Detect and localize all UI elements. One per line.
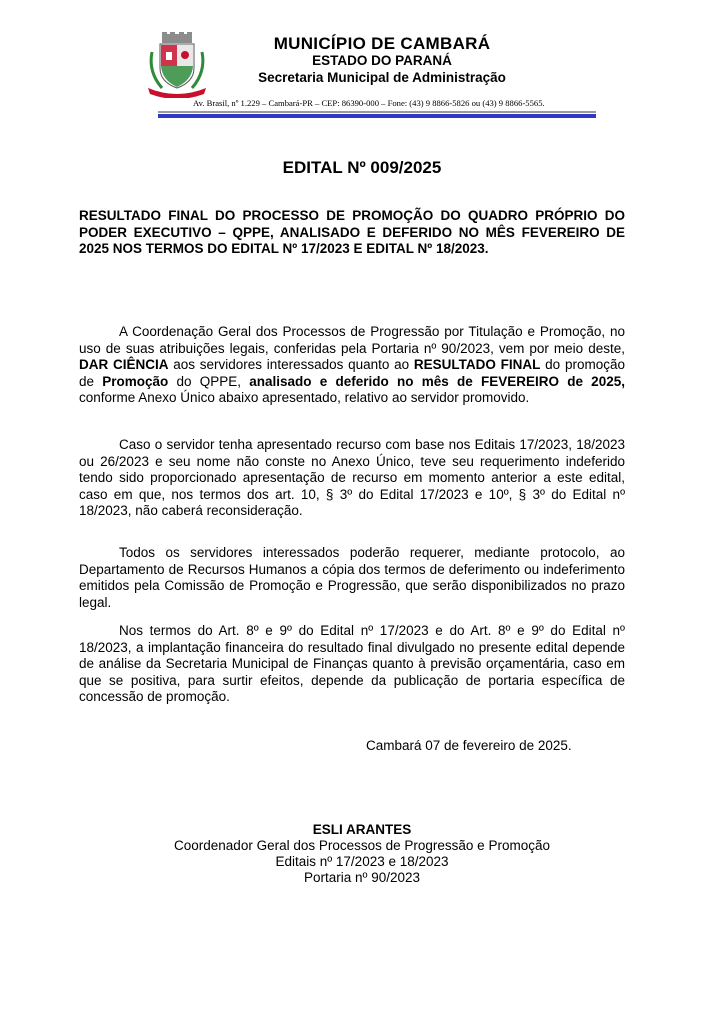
header-divider-blue (158, 114, 596, 118)
secretariat-name: Secretaria Municipal de Administração (258, 70, 506, 85)
paragraph-1-text-3: do promoção de (79, 357, 625, 389)
paragraph-1 (79, 324, 625, 407)
paragraph-4-text: Nos termos do Art. 8º e 9º do Edital nº 17/2023 e do Art. 8º e 9º do Edital nº 18/2023, a implantação financeira do resultado final divulgado no presente edital depende de análise da Secretaria Municipal de Finanças quanto à previsão orçamentária, caso em que se positiva, para surtir efeitos, depende da publicação de portaria específica de concessão de promoção. (79, 623, 625, 704)
signatory-name: ESLI ARANTES (312, 822, 412, 837)
paragraph-2 (79, 437, 625, 520)
paragraph-1-text-1: A Coordenação Geral dos Processos de Progressão por Titulação e Promoção, no uso de suas atribuições legais, conferidas pela Portaria nº 90/2023, vem por meio deste, (79, 324, 625, 356)
paragraph-1-text-2: aos servidores interessados quanto ao (168, 357, 414, 372)
signatory-portaria: Portaria nº 90/2023 (303, 870, 420, 885)
date-line: Cambará 07 de fevereiro de 2025. (366, 738, 572, 753)
document-subject: RESULTADO FINAL DO PROCESSO DE PROMOÇÃO DO QUADRO PRÓPRIO DO PODER EXECUTIVO – QPPE, ANALISADO E DEFERIDO NO MÊS FEVEREIRO DE 2025 NOS TERMOS DO EDITAL Nº 17/2023 E EDITAL Nº 18/2023. (79, 208, 625, 256)
paragraph-1-bold-4: analisado e deferido no mês de FEVEREIRO de 2025, (249, 373, 625, 389)
paragraph-1-text-4: do QPPE, (168, 373, 250, 389)
paragraph-4 (79, 623, 625, 706)
document-title: EDITAL Nº 009/2025 (282, 158, 442, 177)
paragraph-1-text-5: conforme Anexo Único abaixo apresentado, relativo ao servidor promovido. (79, 390, 530, 405)
paragraph-3-text: Todos os servidores interessados poderão requerer, mediante protocolo, ao Departamento de Recursos Humanos a cópia dos termos de deferimento ou indeferimento emitidos pela Comissão de Promoção e Progressão, que serão disponibilizados no prazo legal. (79, 545, 625, 610)
signatory-editais: Editais nº 17/2023 e 18/2023 (275, 854, 449, 869)
municipality-title: MUNICÍPIO DE CAMBARÁ (273, 34, 491, 53)
signatory-role: Coordenador Geral dos Processos de Progressão e Promoção (174, 838, 550, 853)
address-line: Av. Brasil, nº 1.229 – Cambará-PR – CEP: 86390-000 – Fone: (43) 9 8866-5826 ou (43) 9 8866-5565. (193, 98, 545, 108)
paragraph-1-bold-1: DAR CIÊNCIA (79, 357, 169, 372)
header-divider-gray (158, 111, 596, 113)
paragraph-1-bold-3: Promoção (102, 373, 169, 389)
paragraph-2-text: Caso o servidor tenha apresentado recurso com base nos Editais 17/2023, 18/2023 ou 26/2023 e seu nome não conste no Anexo Único, teve seu requerimento indeferido tendo sido proporcionado apresentação de recurso em momento anterior a este edital, caso em que, nos termos dos art. 10, § 3º do Edital 17/2023 e 10º, § 3º do Edital nº 18/2023, não caberá reconsideração. (79, 437, 625, 518)
paragraph-1-bold-2: RESULTADO FINAL (413, 357, 541, 372)
state-name: ESTADO DO PARANÁ (312, 53, 452, 68)
paragraph-3 (79, 545, 625, 611)
